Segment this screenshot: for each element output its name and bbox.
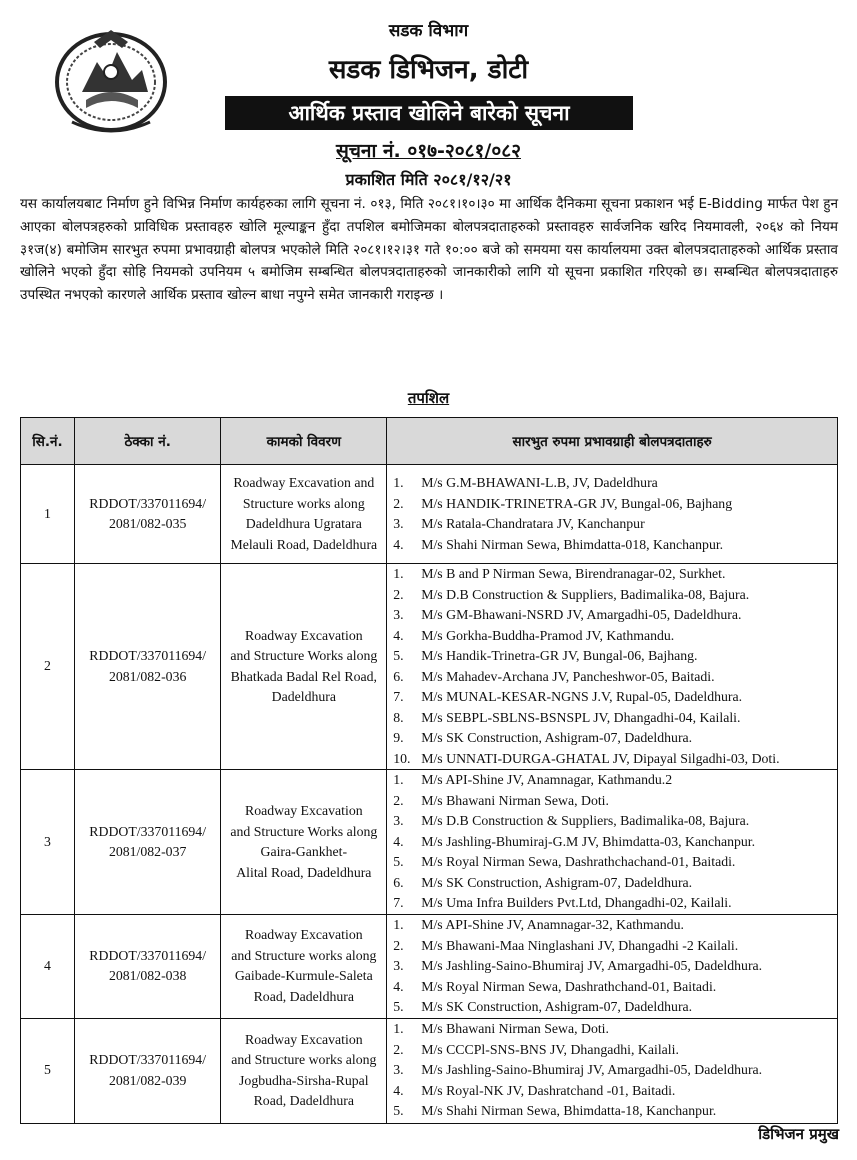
bidder-name: M/s GM-Bhawani-NSRD JV, Amargadhi-05, Dadeldhura.: [421, 607, 742, 622]
bidder-name: M/s SEBPL-SBLNS-BSNSPL JV, Dhangadhi-04, Kailali.: [421, 709, 741, 725]
bidder-name: M/s Royal Nirman Sewa, Dashrathchachand-01, Baitadi.: [421, 854, 736, 870]
row-bidders: [387, 564, 838, 770]
list-item: [390, 626, 834, 647]
bidder-name: M/s Jashling-Bhumiraj-G.M JV, Bhimdatta-03, Kanchanpur.: [421, 833, 756, 849]
contract-no-line: RDDOT/337011694/: [89, 1052, 207, 1067]
description-line: Roadway Excavation: [245, 1031, 363, 1047]
bidder-number: 4.: [393, 978, 404, 994]
row-sn: 5: [21, 1018, 75, 1123]
row-bidders: [387, 915, 838, 1019]
header-work-description: कामको विवरण: [221, 418, 387, 465]
bidder-number: 1.: [393, 566, 404, 581]
bidder-name: M/s Royal-NK JV, Dashratchand -01, Baitadi.: [421, 1082, 676, 1098]
description-line: Roadway Excavation: [245, 803, 363, 818]
contract-no-line: 2081/082-039: [108, 1072, 187, 1088]
row-work-description: [221, 915, 387, 1019]
row-work-description: [221, 1018, 387, 1123]
list-item: [390, 667, 834, 688]
bidder-number: 4.: [393, 833, 404, 849]
list-item: [390, 605, 834, 626]
list-item: [390, 564, 834, 585]
bidder-number: 4.: [393, 536, 404, 552]
bidder-name: M/s CCCPl-SNS-BNS JV, Dhangadhi, Kailali.: [421, 1041, 679, 1057]
list-item: [390, 708, 834, 729]
bidder-number: 3.: [393, 516, 404, 531]
bidder-name: M/s Bhawani Nirman Sewa, Doti.: [421, 1021, 609, 1037]
description-line: Bhatkada Badal Rel Road,: [230, 668, 377, 684]
notice-header: [0, 0, 857, 210]
list-item: [390, 936, 834, 957]
row-sn: 2: [21, 564, 75, 770]
bidder-number: 4.: [393, 627, 404, 643]
contract-no-line: 2081/082-035: [108, 516, 187, 531]
bidder-name: M/s B and P Nirman Sewa, Birendranagar-02, Surkhet.: [421, 566, 726, 581]
bidder-number: 1.: [393, 1021, 404, 1037]
bidder-number: 3.: [393, 813, 404, 829]
description-line: Dadeldhura: [271, 689, 336, 704]
bidder-number: 3.: [393, 1062, 404, 1078]
table-row: [21, 465, 838, 564]
division-name: सडक डिभिजन, डोटी: [328, 55, 529, 85]
list-item: [390, 791, 834, 812]
table-row: [21, 770, 838, 915]
contract-no-line: RDDOT/337011694/: [89, 947, 207, 963]
bidder-name: M/s SK Construction, Ashigram-07, Dadeldhura.: [421, 730, 693, 745]
bidder-name: M/s Jashling-Saino-Bhumiraj JV, Amargadhi-05, Dadeldhura.: [421, 1062, 763, 1078]
row-sn: 1: [21, 465, 75, 564]
bidder-number: 2.: [393, 586, 404, 602]
bidder-name: M/s Bhawani Nirman Sewa, Doti.: [421, 792, 609, 808]
row-work-description: [221, 564, 387, 770]
description-line: Dadeldhura Ugratara: [245, 516, 362, 531]
list-item: [390, 687, 834, 708]
bidder-list: [390, 473, 834, 555]
list-item: [390, 1060, 834, 1081]
list-item: [390, 956, 834, 977]
description-line: Melauli Road, Dadeldhura: [230, 536, 378, 552]
row-sn: 3: [21, 770, 75, 915]
bidder-name: M/s Shahi Nirman Sewa, Bhimdatta-18, Kanchanpur.: [421, 1103, 717, 1119]
bidder-number: 7.: [393, 895, 404, 911]
description-line: Road, Dadeldhura: [253, 988, 354, 1004]
bidder-name: M/s MUNAL-KESAR-NGNS J.V, Rupal-05, Dadeldhura.: [421, 689, 743, 704]
bidder-name: M/s G.M-BHAWANI-L.B, JV, Dadeldhura: [421, 475, 658, 490]
table-caption: तपशिल: [407, 389, 450, 407]
row-contract-no: [74, 915, 221, 1019]
description-line: Jogbudha-Sirsha-Rupal: [239, 1072, 369, 1088]
description-line: Roadway Excavation: [245, 627, 363, 643]
row-sn: 4: [21, 915, 75, 1019]
list-item: [390, 585, 834, 606]
row-contract-no: [74, 465, 221, 564]
published-date: प्रकाशित मिति २०८१/१२/२१: [345, 170, 512, 189]
list-item: [390, 1019, 834, 1040]
description-line: and Structure Works along: [230, 648, 378, 663]
header-contract-no: ठेक्का नं.: [74, 418, 221, 465]
list-item: [390, 535, 834, 556]
list-item: [390, 514, 834, 535]
description-line: Structure works along: [242, 495, 365, 511]
description-line: Road, Dadeldhura: [253, 1093, 354, 1108]
bidder-name: M/s Jashling-Saino-Bhumiraj JV, Amargadhi-05, Dadeldhura.: [421, 958, 763, 973]
list-item: [390, 832, 834, 853]
bidder-name: M/s Shahi Nirman Sewa, Bhimdatta-018, Kanchanpur.: [421, 536, 724, 552]
bidder-number: 2.: [393, 792, 404, 808]
description-line: and Structure works along: [231, 1052, 377, 1067]
list-item: [390, 749, 834, 770]
table-header-row: [21, 418, 838, 465]
bidder-name: M/s API-Shine JV, Anamnagar, Kathmandu.2: [421, 772, 673, 788]
bidder-name: M/s HANDIK-TRINETRA-GR JV, Bungal-06, Bajhang: [421, 495, 733, 511]
bidder-number: 10.: [393, 750, 411, 766]
bidder-name: M/s Ratala-Chandratara JV, Kanchanpur: [421, 516, 645, 531]
bidder-number: 5.: [393, 1103, 404, 1119]
bidder-number: 2.: [393, 495, 404, 511]
contract-no-line: RDDOT/337011694/: [89, 495, 207, 511]
description-line: Gaibade-Kurmule-Saleta: [234, 968, 373, 984]
list-item: [390, 893, 834, 914]
bidder-name: M/s UNNATI-DURGA-GHATAL JV, Dipayal Silgadhi-03, Doti.: [421, 750, 780, 766]
bidder-number: 1.: [393, 917, 404, 932]
list-item: [390, 728, 834, 749]
row-contract-no: [74, 1018, 221, 1123]
bidder-number: 9.: [393, 730, 404, 745]
bidder-number: 1.: [393, 772, 404, 788]
bidder-name: M/s Handik-Trinetra-GR JV, Bungal-06, Bajhang.: [421, 648, 698, 663]
bidder-number: 6.: [393, 874, 404, 890]
bidder-list: [390, 564, 834, 769]
list-item: [390, 852, 834, 873]
contract-no-line: 2081/082-036: [108, 668, 187, 684]
list-item: [390, 1081, 834, 1102]
bidder-number: 3.: [393, 607, 404, 622]
row-work-description: [221, 465, 387, 564]
description-line: Roadway Excavation: [245, 927, 363, 943]
bidder-name: M/s D.B Construction & Suppliers, Badimalika-08, Bajura.: [421, 586, 750, 602]
bidder-list: [390, 1019, 834, 1122]
notice-title-banner: आर्थिक प्रस्ताव खोलिने बारेको सूचना: [225, 96, 633, 130]
row-contract-no: [74, 770, 221, 915]
contract-no-line: RDDOT/337011694/: [89, 823, 207, 839]
signature-division-chief: डिभिजन प्रमुख: [758, 1125, 839, 1143]
bidder-name: M/s Gorkha-Buddha-Pramod JV, Kathmandu.: [421, 627, 675, 643]
list-item: [390, 873, 834, 894]
list-item: [390, 473, 834, 494]
bidder-list: [390, 915, 834, 1018]
description-line: Alital Road, Dadeldhura: [236, 864, 372, 880]
description-line: Gaira-Gankhet-: [260, 844, 348, 859]
list-item: [390, 1040, 834, 1061]
bidder-name: M/s SK Construction, Ashigram-07, Dadeldhura.: [421, 999, 693, 1014]
description-line: and Structure Works along: [230, 823, 378, 839]
table-row: [21, 1018, 838, 1123]
bidder-number: 5.: [393, 648, 404, 663]
table-row: [21, 915, 838, 1019]
bidder-number: 7.: [393, 689, 404, 704]
header-bidders: सारभुत रुपमा प्रभावग्राही बोलपत्रदाताहरु: [387, 418, 838, 465]
list-item: [390, 915, 834, 936]
bidder-name: M/s D.B Construction & Suppliers, Badimalika-08, Bajura.: [421, 813, 750, 829]
row-bidders: [387, 770, 838, 915]
contract-no-line: 2081/082-038: [108, 968, 187, 984]
contract-no-line: RDDOT/337011694/: [89, 648, 207, 663]
bidder-name: M/s Mahadev-Archana JV, Pancheshwor-05, Baitadi.: [421, 668, 715, 684]
bidder-name: M/s SK Construction, Ashigram-07, Dadeldhura.: [421, 874, 693, 890]
bidder-name: M/s Bhawani-Maa Ninglashani JV, Dhangadhi -2 Kailali.: [421, 937, 739, 953]
bidder-number: 2.: [393, 937, 404, 953]
bidder-number: 4.: [393, 1082, 404, 1098]
row-contract-no: [74, 564, 221, 770]
notice-number: सूचना नं. ०१७-२०८१/०८२: [336, 140, 521, 162]
bidder-number: 5.: [393, 854, 404, 870]
bidder-number: 3.: [393, 958, 404, 973]
bidder-number: 6.: [393, 668, 404, 684]
table-row: [21, 564, 838, 770]
row-work-description: [221, 770, 387, 915]
list-item: [390, 646, 834, 667]
row-bidders: [387, 1018, 838, 1123]
list-item: [390, 811, 834, 832]
header-sn: सि.नं.: [21, 418, 75, 465]
list-item: [390, 997, 834, 1018]
bidder-list: [390, 770, 834, 914]
bidder-number: 1.: [393, 475, 404, 490]
bidders-table: [20, 417, 838, 1124]
notice-body-text: यस कार्यालयबाट निर्माण हुने विभिन्न निर्माण कार्यहरुका लागि सूचना नं. ०१३, मिति २०८१।१०।३० मा आर्थिक दैनिकमा सूचना प्रकाशन भई E-Bidding मार्फत पेश हुन आएका बोलपत्रहरुको प्राविधिक प्रस्तावहरु खोलि मूल्याङ्कन हुँदा तपशिल बमोजिमका बोलपत्रदाताहरुको प्रस्तावहरु सार्वजनिक खरिद नियमावली, २०६४ को नियम ३१ज(४) बमोजिम सारभुत रुपमा प्रभावग्राही बोलपत्र भएकोले मिति २०८१।१२।३१ गते १०:०० बजे को समयमा यस कार्यालयमा उक्त बोलपत्रदाताहरुको आर्थिक प्रस्ताव खोलिने भएको हुँदा सोहि नियमको उपनियम ५ बमोजिम सम्बन्धित बोलपत्रदाताहरुको जानकारीको लागि यो सूचना प्रकाशित गरिएको छ। सम्बन्धित बोलपत्रदाताहरु उपस्थित नभएको कारणले आर्थिक प्रस्ताव खोल्न बाधा नपुग्ने समेत जानकारी गराइन्छ ।: [20, 196, 838, 304]
description-line: and Structure works along: [231, 947, 377, 963]
list-item: [390, 977, 834, 998]
list-item: [390, 770, 834, 791]
bidder-name: M/s API-Shine JV, Anamnagar-32, Kathmandu.: [421, 917, 684, 932]
bidder-number: 2.: [393, 1041, 404, 1057]
description-line: Roadway Excavation and: [233, 475, 375, 490]
department-name: सडक विभाग: [388, 21, 469, 41]
list-item: [390, 1101, 834, 1122]
row-bidders: [387, 465, 838, 564]
list-item: [390, 494, 834, 515]
contract-no-line: 2081/082-037: [108, 844, 187, 859]
bidder-number: 8.: [393, 709, 404, 725]
bidder-number: 5.: [393, 999, 404, 1014]
bidder-name: M/s Royal Nirman Sewa, Dashrathchand-01, Baitadi.: [421, 978, 717, 994]
bidder-name: M/s Uma Infra Builders Pvt.Ltd, Dhangadhi-02, Kailali.: [421, 895, 732, 911]
